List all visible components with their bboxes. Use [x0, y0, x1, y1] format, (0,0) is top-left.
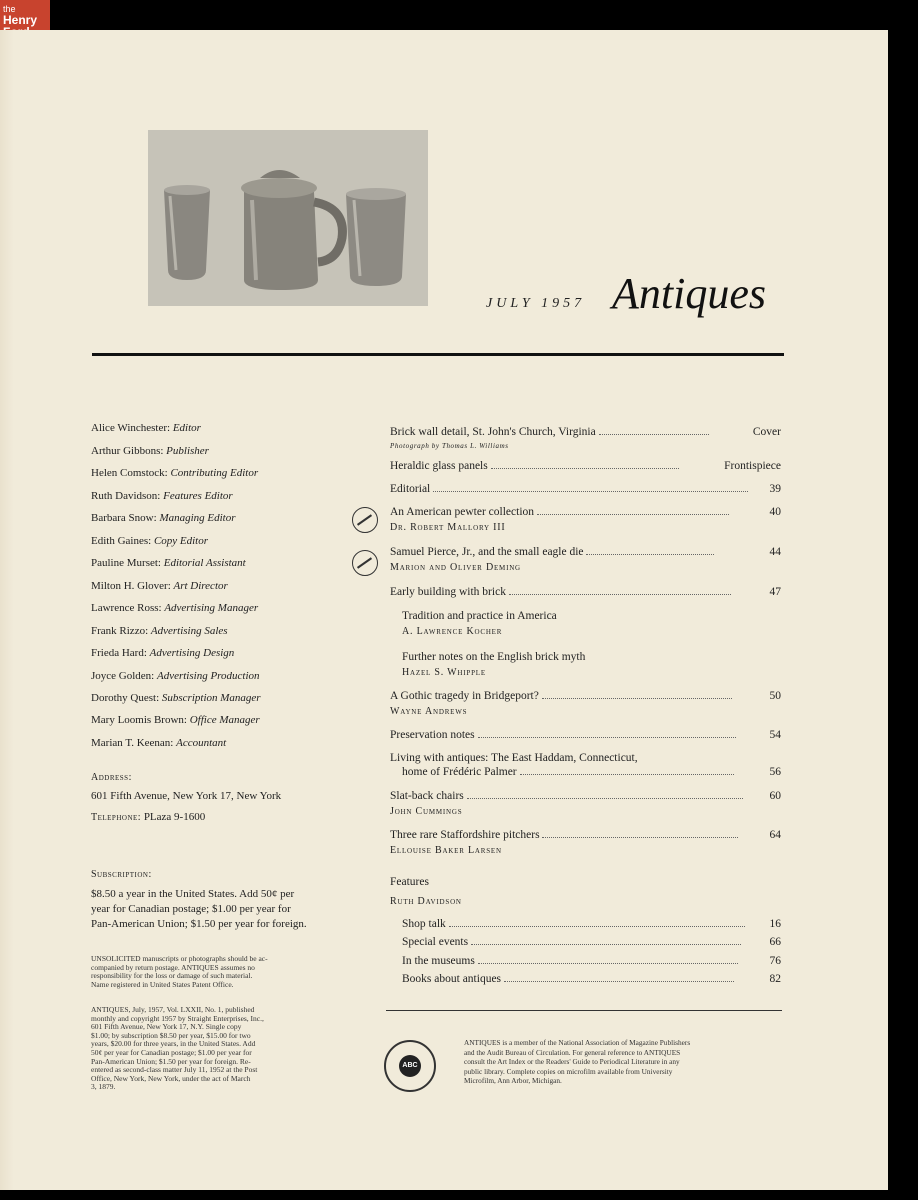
toc-page: 66	[769, 936, 781, 948]
toc-page: Cover	[752, 426, 781, 438]
award-seal-icon	[352, 550, 378, 576]
masthead-rule	[92, 353, 784, 356]
toc-subentry[interactable]: Tradition and practice in America	[402, 610, 557, 622]
staff-item: Lawrence Ross: Advertising Manager	[91, 602, 259, 614]
subscription-label: Subscription:	[91, 869, 152, 880]
toc-entry[interactable]: Heraldic glass panels	[390, 460, 679, 472]
issue-date: JULY 1957	[486, 296, 586, 311]
toc-author: Ruth Davidson	[390, 896, 462, 907]
toc-page: 76	[769, 955, 781, 967]
staff-item: Frieda Hard: Advertising Design	[91, 647, 235, 659]
leader-dots	[509, 593, 731, 595]
toc-entry[interactable]: Brick wall detail, St. John's Church, Virginia	[390, 426, 709, 438]
leader-dots	[504, 980, 734, 982]
address-value: 601 Fifth Avenue, New York 17, New York	[91, 790, 282, 802]
toc-page: 60	[769, 790, 781, 802]
pewter-photo	[148, 130, 428, 306]
toc-entry[interactable]: Preservation notes	[390, 729, 736, 741]
unsolicited-notice: UNSOLICITED manuscripts or photographs should be ac- companied by return postage. ANTIQUES assumes no responsibility for the loss or damage of such material. Name registered in United States Patent Office.	[91, 954, 268, 989]
telephone: Telephone: PLaza 9-1600	[91, 811, 206, 823]
toc-page: 54	[769, 729, 781, 741]
staff-item: Frank Rizzo: Advertising Sales	[91, 625, 228, 637]
features-heading: Features	[390, 876, 429, 888]
leader-dots	[449, 925, 745, 927]
toc-author: Marion and Oliver Deming	[390, 562, 521, 573]
award-seal-icon	[352, 507, 378, 533]
leader-dots	[491, 467, 679, 469]
staff-item: Mary Loomis Brown: Office Manager	[91, 714, 260, 726]
publication-notice: ANTIQUES, July, 1957, Vol. LXXII, No. 1, published monthly and copyright 1957 by Straight Enterprises, Inc., 601 Fifth Avenue, New York 17, N.Y. Single copy $1.00; by subscription $8.50 per year, $15.00 for two years, $20.00 for three years, in the United States. Add 50¢ per year for Canadian postage; $1.00 per year for Pan-American Union; $1.50 per year for foreign. Re- entered as second-class matter July 11, 1952 at the Post Office, New York, New York, under the act of March 3, 1879.	[91, 1005, 264, 1092]
toc-entry-cont[interactable]: home of Frédéric Palmer	[402, 766, 734, 778]
toc-entry[interactable]: Editorial	[390, 483, 748, 495]
toc-author: A. Lawrence Kocher	[402, 626, 503, 637]
toc-subentry[interactable]: In the museums	[402, 955, 738, 967]
toc-entry[interactable]: An American pewter collection	[390, 506, 729, 518]
toc-page: 64	[769, 829, 781, 841]
leader-dots	[537, 513, 729, 515]
leader-dots	[478, 736, 736, 738]
toc-subentry[interactable]: Further notes on the English brick myth	[402, 651, 586, 663]
toc-page: 40	[769, 506, 781, 518]
abc-badge: ABC	[399, 1055, 421, 1077]
toc-subentry[interactable]: Books about antiques	[402, 973, 734, 985]
staff-item: Milton H. Glover: Art Director	[91, 580, 228, 592]
toc-entry[interactable]: Three rare Staffordshire pitchers	[390, 829, 738, 841]
staff-item: Dorothy Quest: Subscription Manager	[91, 692, 261, 704]
toc-page: 47	[769, 586, 781, 598]
leader-dots	[586, 553, 714, 555]
toc-entry[interactable]: Samuel Pierce, Jr., and the small eagle die	[390, 546, 714, 558]
leader-dots	[471, 943, 741, 945]
staff-item: Edith Gaines: Copy Editor	[91, 535, 209, 547]
magazine-title: Antiques	[612, 269, 766, 318]
photo-credit: Photograph by Thomas L. Williams	[390, 442, 509, 450]
leader-dots	[433, 490, 748, 492]
toc-page: 16	[769, 918, 781, 930]
toc-subentry[interactable]: Shop talk	[402, 918, 745, 930]
staff-item: Helen Comstock: Contributing Editor	[91, 467, 259, 479]
leader-dots	[542, 836, 738, 838]
staff-item: Arthur Gibbons: Publisher	[91, 445, 209, 457]
pewter-illustration	[148, 130, 428, 306]
toc-entry[interactable]: Living with antiques: The East Haddam, Connecticut,	[390, 752, 638, 764]
subscription-text: $8.50 a year in the United States. Add 50¢ per year for Canadian postage; $1.00 per year for Pan-American Union; $1.50 per year for foreign.	[91, 888, 307, 930]
staff-item: Barbara Snow: Managing Editor	[91, 512, 236, 524]
toc-page: 56	[769, 766, 781, 778]
leader-dots	[520, 773, 734, 775]
staff-item: Alice Winchester: Editor	[91, 422, 201, 434]
staff-item: Ruth Davidson: Features Editor	[91, 490, 233, 502]
toc-entry[interactable]: Slat-back chairs	[390, 790, 743, 802]
staff-item: Marian T. Keenan: Accountant	[91, 737, 227, 749]
toc-entry[interactable]: Early building with brick	[390, 586, 731, 598]
staff-item: Pauline Murset: Editorial Assistant	[91, 557, 246, 569]
toc-page: 44	[769, 546, 781, 558]
toc-page: Frontispiece	[724, 460, 781, 472]
leader-dots	[599, 433, 709, 435]
toc-author: Wayne Andrews	[390, 706, 468, 717]
toc-page: 39	[769, 483, 781, 495]
toc-author: Dr. Robert Mallory III	[390, 522, 506, 533]
staff-item: Joyce Golden: Advertising Production	[91, 670, 260, 682]
abc-circulation-seal	[384, 1040, 436, 1092]
toc-author: John Cummings	[390, 806, 463, 817]
toc-author: Ellouise Baker Larsen	[390, 845, 502, 856]
leader-dots	[542, 697, 732, 699]
henry-ford-logo: the Henry	[0, 0, 50, 50]
toc-subentry[interactable]: Special events	[402, 936, 741, 948]
address-label: Address:	[91, 772, 132, 783]
toc-author: Hazel S. Whipple	[402, 667, 486, 678]
toc-page: 82	[769, 973, 781, 985]
leader-dots	[467, 797, 743, 799]
page-edge	[0, 30, 14, 1190]
abc-notice: ANTIQUES is a member of the National Association of Magazine Publishers and the Audit Bureau of Circulation. For general reference to ANTIQUES consult the Art Index or the Readers' Guide to Periodical Literature in any public library. Complete copies on microfilm available from University Microfilm, Ann Arbor, Michigan.	[464, 1038, 691, 1086]
toc-entry[interactable]: A Gothic tragedy in Bridgeport?	[390, 690, 732, 702]
leader-dots	[478, 962, 738, 964]
toc-page: 50	[769, 690, 781, 702]
footer-rule	[386, 1010, 782, 1011]
